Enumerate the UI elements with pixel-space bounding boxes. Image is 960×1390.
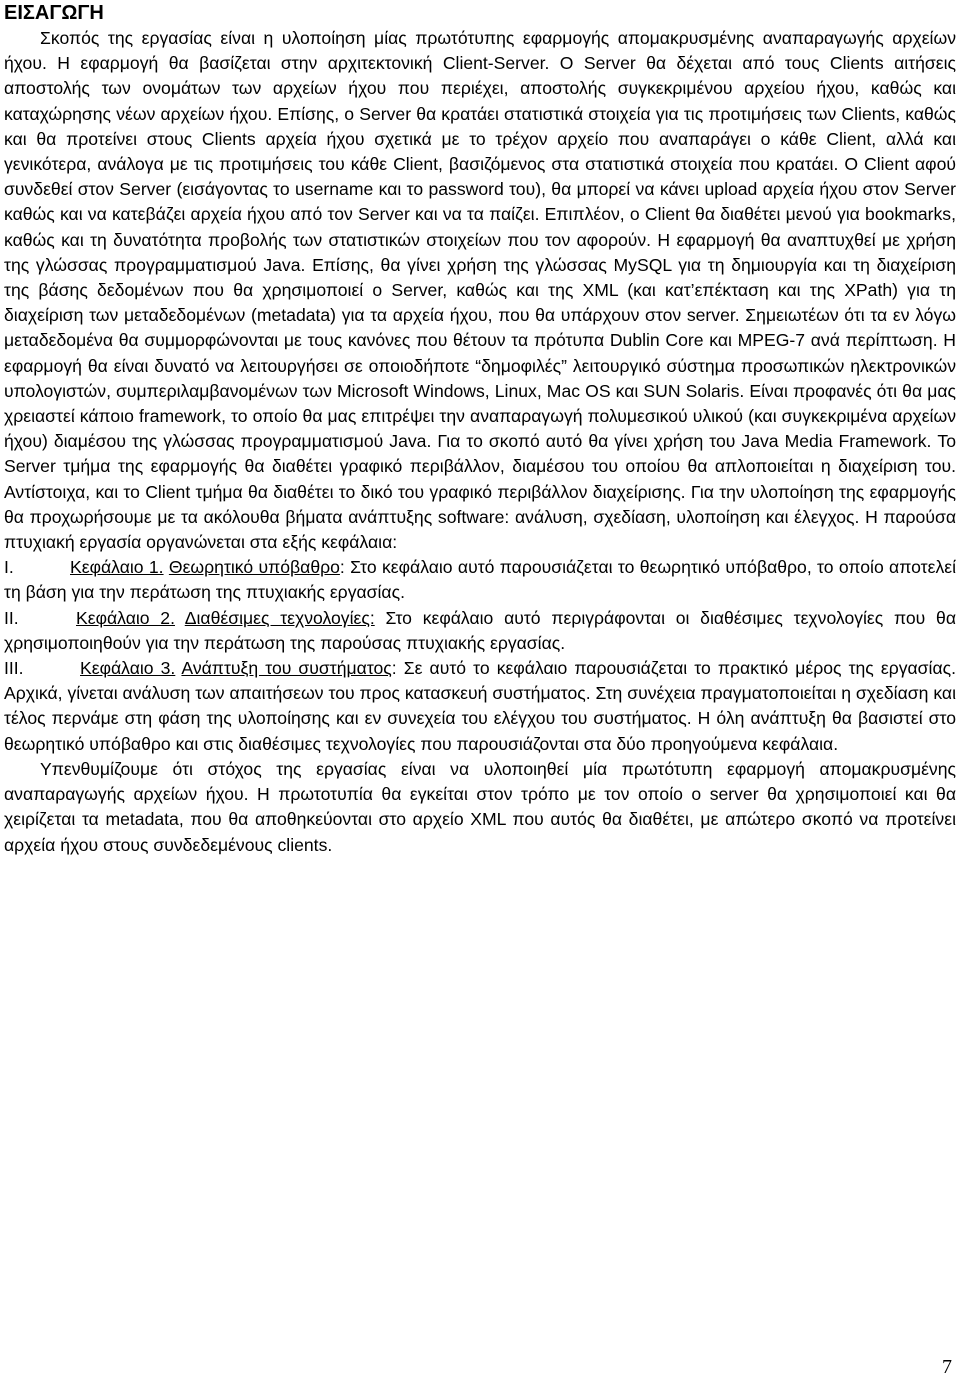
chapter-numeral: III. — [4, 658, 24, 679]
chapter-numeral: II. — [4, 607, 19, 628]
chapter-title: Διαθέσιμες τεχνολογίες: — [184, 607, 375, 628]
chapter-description: Στο κεφάλαιο αυτό περιγράφονται οι διαθέσιμες τεχνολογίες που θα χρησιμοποιηθούν για την περάτωση της παρούσας πτυχιακής εργασίας. — [4, 607, 956, 653]
chapter-item-3 — [4, 656, 956, 757]
chapter-label: Κεφάλαιο 2. — [76, 607, 175, 628]
chapter-title: Θεωρητικό υπόβαθρο — [168, 557, 340, 578]
document-page — [4, 0, 956, 858]
chapter-label: Κεφάλαιο 1. — [70, 557, 164, 578]
chapter-description: : Σε αυτό το κεφάλαιο παρουσιάζεται το πρακτικό μέρος της εργασίας. Αρχικά, γίνεται ανάλυση των απαιτήσεων του προς κατασκευή συστήματος. Στη συνέχεια πραγματοποιείται η σχεδίαση και τέλος περνάμε στη φάση της υλοποίησης και εν συνεχεία του ελέγχου του συστήματος. Η όλη ανάπτυξη θα βασιστεί στο θεωρητικό υπόβαθρο και στις διαθέσιμες τεχνολογίες που παρουσιάζονται στα δύο προηγούμενα κεφάλαια. — [4, 658, 956, 754]
page-number: 7 — [942, 1356, 952, 1378]
section-heading: ΕΙΣΑΓΩΓΗ — [4, 2, 104, 24]
chapter-item-1 — [4, 555, 956, 605]
chapter-label: Κεφάλαιο 3. — [80, 658, 176, 679]
chapter-item-2 — [4, 606, 956, 656]
intro-paragraph: Σκοπός της εργασίας είναι η υλοποίηση μίας πρωτότυπης εφαρμογής απομακρυσμένης αναπαραγωγής αρχείων ήχου. Η εφαρμογή θα βασίζεται στην αρχιτεκτονική Client-Server. O Server θα δέχεται από τους Clients αιτήσεις αποστολής των ονομάτων των αρχείων ήχου που περιέχει, αποστολής συγκεκριμένου αρχείου ήχου, καθώς και καταχώρησης νέων αρχείων ήχου. Επίσης, ο Server θα κρατάει στατιστικά στοιχεία για τις προτιμήσεις των Clients, καθώς και θα προτείνει στους Clients αρχεία ήχου σχετικά με το τρέχον αρχείο που αναπαράγει ο κάθε Client, αλλά και γενικότερα, ανάλογα με τις προτιμήσεις του κάθε Client, βασιζόμενος στα στατιστικά στοιχεία που κρατάει. Ο Client αφού συνδεθεί στον Server (εισάγοντας το username και το password του), θα μπορεί να κάνει upload αρχεία ήχου στον Server καθώς και να κατεβάζει αρχεία ήχου από τον Server και να τα παίζει. Επιπλέον, ο Client θα διαθέτει μενού για bookmarks, καθώς και τη δυνατότητα προβολής των στατιστικών στοιχείων που τον αφορούν. Η εφαρμογή θα αναπτυχθεί με χρήση της γλώσσας προγραμματισμού Java. Επίσης, θα γίνει χρήση της γλώσσας MySQL για τη δημιουργία και τη διαχείριση της βάσης δεδομένων που θα χρησιμοποιεί ο Server, καθώς και της XML (και κατ’επέκταση και της XPath) για τη διαχείριση των μεταδεδομένων (metadata) για τα αρχεία ήχου, που θα υπάρχουν στον server. Σημειωτέων ότι τα εν λόγω μεταδεδομένα θα συμμορφώνονται με τους κανόνες που θέτουν τα πρότυπα Dublin Core και MPEG-7 ανά περίπτωση. Η εφαρμογή θα είναι δυνατό να λειτουργήσει σε οποιοδήποτε “δημοφιλές” λειτουργικό σύστημα προσωπικών ηλεκτρονικών υπολογιστών, συμπεριλαμβανομένων των Microsoft Windows, Linux, Mac OS και SUN Solaris. Είναι προφανές ότι θα μας χρειαστεί κάποιο framework, το οποίο θα μας επιτρέψει την αναπαραγωγή πολυμεσικού υλικού (και συγκεκριμένα αρχείων ήχου) διαμέσου της γλώσσας προγραμματισμού Java. Για το σκοπό αυτό θα γίνει χρήση του Java Media Framework. Το Server τμήμα της εφαρμογής θα διαθέτει γραφικό περιβάλλον, διαμέσου του οποίου θα απλοποιείται η διαχείριση του. Αντίστοιχα, και το Client τμήμα θα διαθέτει το δικό του γραφικό περιβάλλον διαχείρισης. Για την υλοποίηση της εφαρμογής θα προχωρήσουμε με τα ακόλουθα βήματα ανάπτυξης software: ανάλυση, σχεδίαση, υλοποίηση και έλεγχος. Η παρούσα πτυχιακή εργασία οργανώνεται στα εξής κεφάλαια: — [4, 28, 956, 553]
chapter-numeral: I. — [4, 557, 14, 578]
chapter-description: : Στο κεφάλαιο αυτό παρουσιάζεται το θεωρητικό υπόβαθρο, το οποίο αποτελεί τη βάση για την περάτωση της πτυχιακής εργασίας. — [4, 557, 956, 603]
chapter-title: Ανάπτυξη του συστήματος — [181, 658, 392, 679]
closing-paragraph: Υπενθυμίζουμε ότι στόχος της εργασίας είναι να υλοποιηθεί μία πρωτότυπη εφαρμογή απομακρυσμένης αναπαραγωγής αρχείων ήχου. Η πρωτοτυπία θα εγκείται στον τρόπο με τον οποίο ο server θα χρησιμοποιεί και θα χειρίζεται τα metadata, που θα αποθηκεύονται στο αρχείο XML που αυτός θα διαθέτει, με απώτερο σκοπό να προτείνει αρχεία ήχου στους συνδεδεμένους clients. — [4, 758, 956, 855]
